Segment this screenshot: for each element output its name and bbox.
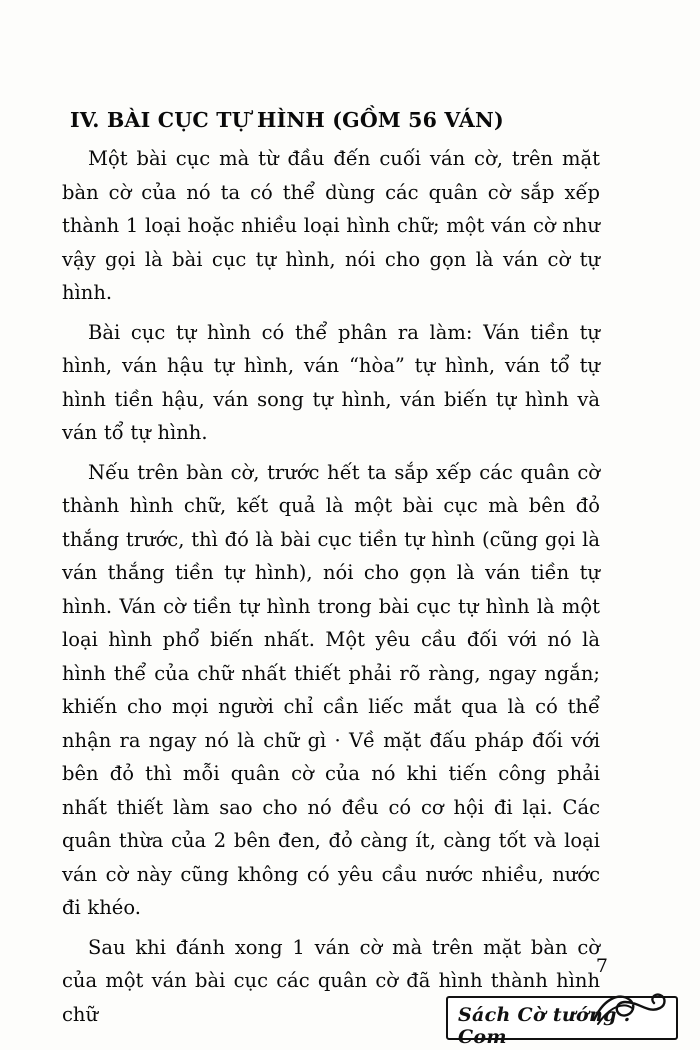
section-heading: IV. BÀI CỤC TỰ HÌNH (GỒM 56 VÁN) bbox=[70, 108, 504, 132]
watermark-text: Sách Cờ tướng . Com bbox=[458, 1004, 631, 1048]
page-content bbox=[62, 108, 600, 1031]
body-paragraph: Bài cục tự hình có thể phân ra làm: Ván tiền tự hình, ván hậu tự hình, ván “hòa” tự hình, ván tổ tự hình tiền hậu, ván song tự hình, ván biến tự hình và ván tổ tự hình. bbox=[62, 320, 600, 444]
swirl-icon bbox=[590, 984, 668, 1030]
body-paragraph: Sau khi đánh xong 1 ván cờ mà trên mặt bàn cờ của một ván bài cục các quân cờ đã hình thành hình chữ bbox=[62, 935, 600, 1026]
watermark bbox=[446, 986, 674, 1048]
page-number: 7 bbox=[595, 955, 608, 977]
body-paragraph: Nếu trên bàn cờ, trước hết ta sắp xếp các quân cờ thành hình chữ, kết quả là một bài cục mà bên đỏ thắng trước, thì đó là bài cục tiền tự hình (cũng gọi là ván thắng tiền tự hình), nói cho gọn là ván tiền tự hình. Ván cờ tiền tự hình trong bài cục tự hình là một loại hình phổ biến nhất. Một yêu cầu đối với nó là hình thể của chữ nhất thiết phải rõ ràng, ngay ngắn; khiến cho mọi người chỉ cần liếc mắt qua là có thể nhận ra ngay nó là chữ gì · Về mặt đấu pháp đối với bên đỏ thì mỗi quân cờ của nó khi tiến công phải nhất thiết làm sao cho nó đều có cơ hội đi lại. Các quân thừa của 2 bên đen, đỏ càng ít, càng tốt và loại ván cờ này cũng không có yêu cầu nước nhiều, nước đi khéo. bbox=[62, 460, 600, 919]
body-paragraph: Một bài cục mà từ đầu đến cuối ván cờ, trên mặt bàn cờ của nó ta có thể dùng các quân cờ sắp xếp thành 1 loại hoặc nhiều loại hình chữ; một ván cờ như vậy gọi là bài cục tự hình, nói cho gọn là ván cờ tự hình. bbox=[62, 147, 600, 304]
